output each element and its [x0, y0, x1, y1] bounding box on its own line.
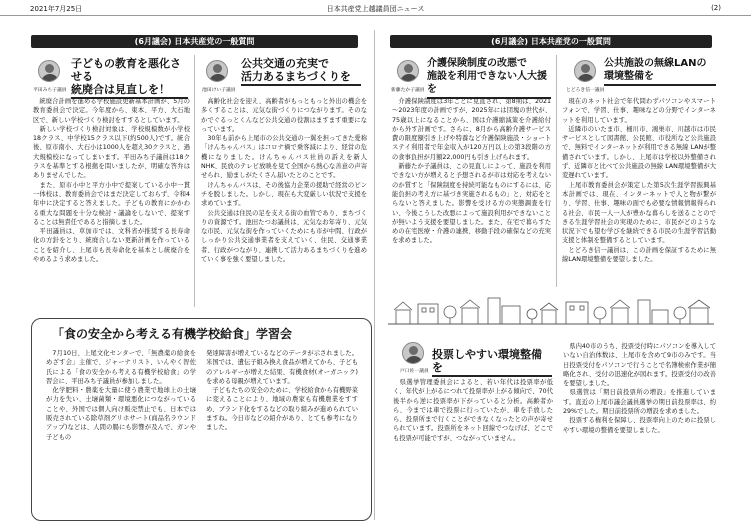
article-body: 介護保険制度は3年ごとに見直され、第8期は、2021～2023年度の計画ですが、2025年には団塊の世代が、75歳以上になることから、国は介護縮減策を介護給付から外す計画です。さらに、8月から高齢介護サービス費の限度額引き上げや特養など介護保険施設・ショートステイ利用者で年金収入が120万円以上の第3段階の方の食事負担が月額22,000円も引き上げられます。 新藤たか子議員は、この見直しによって、施設を利用できない方が増えると予想されるが市は対応を考えないのか質すと「保険制度を持続可能なものにするには、応能負担の考え方に基づき実施されるもの」と、対応をとらないと答えました。影響を受ける方の実態調査を行い、今後こうした改悪によって施設利用ができないことが無いよう支援を要望しました。また、在宅で暮らすための在宅医療・介護の連携、移動手段の確保などの充実を求めました。: [392, 98, 551, 245]
article-body-continued: 県内40市のうち、投票受付時にパソコンを導入していない自治体数は、上尾市を含めて9市のみです。当日投票受付をパソコンで行うことで名簿検索作業が簡略化され、受付の迅速化が図れます。投票受付の改善を要望しました。 県選管は「期日前投票所の増設」を推進しています。直近の上尾市議会議員選挙の期日前投票率は、約29%でした。期日前投票所の増設を求めました。 投票する権利を保障し、投票率向上のために投票しやすい環境の整備を要望しました。: [563, 343, 716, 434]
column-divider: [556, 55, 557, 287]
article-title: 公共施設の無線LANの 環境整備を: [604, 57, 716, 83]
article-body: 県選挙管理委員会によると、若い年代は投票率が低く、年代が上がるにつれて投票率が上がる傾向で、70代後半から逆に投票率が下がっていると分析。高齢者から、今までは車で投票に行っていたが、車を手放したら、投票所まで行くことができなくなったとの声が寄せられています。投票所をネット回線でつなげば、どこでも投票が可能ですが、つながっていません。: [393, 379, 553, 442]
article-title: 投票しやすい環境整備を: [432, 348, 552, 374]
article-body: 高齢化社会を迎え、高齢者がもっともっと外出の機会を多くすることは、元気な街づくりにつながります。そのなかでぐるっとくんなど公共交通の役割はますます重要になっています。 30年も前から上尾市の公共交通の一翼を担ってきた愛称「けんちゃんバス」はコロナ禍で乗客減により、経営の危機になりました。けんちゃんバス社員の訴えを新人 NHK、民放のテレビ放映を見て全国から熱心な善意の声寄せられ、励ましがたくさん届いたとのことです。 けんちゃんバスは、その後協力企業の援助で経営のピンチを脱しました。しかし、現在も大変厳しい状況で支援を求めています。 公共交通は住民の足を支える街の血管であり、まちづくりの資源です。池田たつお議員は、元気なお年寄り、元気な市民、元気な街を作っていくためにも市が中間、行政がしっかり公共交通事業者を支えていく、住民、交通事業者、行政がつながり、連携して活力あるまちづくりを進めていく事を強く要望しました。: [201, 98, 367, 264]
study-session-column: [31, 318, 372, 521]
member-photo: [574, 60, 596, 82]
member-photo: [402, 342, 424, 364]
section-banner-right: (6月議会) 日本共産党の一般質問: [390, 35, 712, 48]
page-header: [0, 0, 751, 16]
article-title: 介護保険制度の改悪で 施設を利用できない人大援を: [427, 57, 551, 96]
member-photo: [206, 60, 228, 82]
newsletter-title: 日本共産党上越議員団ニュース: [326, 5, 425, 13]
column-body-continued: 発達障害が増えているなどのデータが示されました。米国では、遺伝子組み換え食品が増えてから、子どものアレルギーが増えた結果、有機食材(オーガニック)を求める母親が増えています。 子どもたちの安全のために、学校給食から有機野菜に変えることにより、地域の農家も有機農業をすすめ、ブランド化をするなどの取り組みが進められていますね。今日市などの紹介があり、とても参考になりました。: [206, 350, 358, 432]
column-divider: [194, 55, 195, 307]
member-name: とどろき信一議員: [566, 88, 605, 93]
member-name: 戸口佐一議員: [400, 369, 429, 374]
article-title: 子どもの教育を悪化させる 統廃合は見直しを！: [71, 57, 188, 96]
article-body: 現在のネット社会で年代問わずパソコンやスマートフォンで、学習、仕事、趣味などの分野でインターネットを利用しています。 近隣市のいたま市、桶川市、鴻巣市、川越市は市民サービスとして図書館、公民館、市役所など公共施設で、無料でインターネットが利用できる無線 LANが整備されています。しかし、上尾市は学校以外整備されず、近隣市と比べて公共施設の無線 LAN環境整備が大変遅れています。 上尾市教育委員会が策定した第5次生涯学習振興基本計画では、現在、インターネットで人と物が繋がり、学習、仕事、趣味の面でも必要な情報情報得られる社会、市民一人一人が豊かな暮らしを送ることのできる生涯学習社会の実現のために、市民がどのような状況下でも望む学びを継続できる市民の生涯学習活動支援と体制を整備するとしています。 とどろき信一議員は、この計画を保証するために無線LAN環境整備を要望しました。: [562, 98, 716, 264]
member-name: 平田みち子議員: [33, 88, 67, 93]
column-title: 「食の安全から考える有機学校給食」学習会: [52, 327, 293, 341]
section-banner-left: (6月議会) 日本共産党の一般質問: [31, 35, 358, 48]
member-photo: [38, 60, 60, 82]
page-gutter: [374, 30, 375, 520]
article-body: 統廃合計画を進める学校施設更新基本計画が、5月の教育委員会で決定。今年度から、東本、平方、大石地区で、新しい学校づくり検討をすするとしています。 新しい学校づくり検討対象は、学校規模数が小学校18クラス、中学校15クラス以下(約500人)です。統合後、原市南小、大石小は1000人を超え30クラスと、過大規模校になってしまいます。平田みち子議員は18クラスを基準とする根拠を問いましたが、明確な答弁はありませんでした。 また、原市小中と平方小中で提案している小中一貫一体校は、教育委員会ではまだ決定しておらず、令和4年中に決定すると答えました。子どもの教育にかかわる重大な問題を十分な検討・議論をしないで、提案することは無責任であると指摘しました。 平田議員は、草加市では、文科省が推奨する長寿命化の方針をとり、統廃合しない更新計画を作っていることを紹介し、上尾市も長寿命化を基本とし統廃合をやめるよう求めました。: [33, 98, 190, 264]
page-number: (2): [711, 4, 721, 12]
article-title: 公共交通の充実で 活力あるまちづくりを: [241, 57, 361, 83]
member-name: 池田けい子議員: [202, 88, 236, 93]
issue-date: 2021年7月25日: [30, 5, 83, 13]
member-photo: [397, 60, 419, 82]
column-body: 7月10日、上尾文化センターで、「無農薬の給食をめざす会」主催で、ジャーナリスト、いんやく智佐氏による「食の安全から考える有機学校給食」の学習会に、平田みち子議員が参加しました。 化学肥料・農薬を大量に使う農業で地球上の土壌が力を失い、土壌菌類・環境悪化につながっていることや、外国では個人向け販売禁止でも、日本では販売されている除草剤グリホサート(商品名ラウンドアップ)などは、人間の腸にも影響が及んで、ガンや子どもの: [46, 350, 196, 441]
town-illustration: [388, 288, 714, 328]
member-name: 新藤たか子議員: [391, 88, 425, 93]
